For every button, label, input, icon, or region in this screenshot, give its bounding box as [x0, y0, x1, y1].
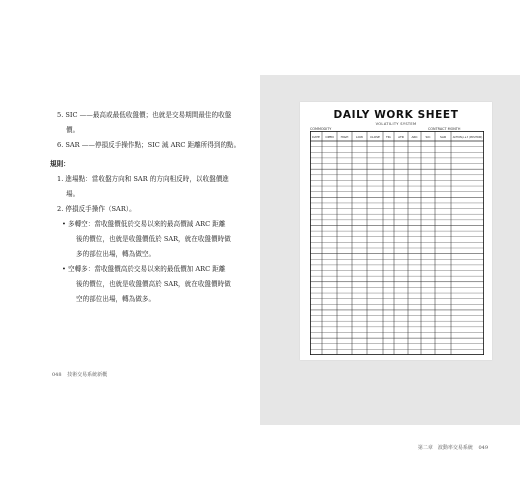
column-header: ATR: [398, 134, 404, 139]
column-header: CLOSE: [370, 134, 380, 139]
body-line: 場。: [66, 190, 80, 198]
right-footer: [418, 444, 492, 451]
column-header: OPEN: [325, 134, 334, 139]
right-page-number: 049: [478, 445, 488, 451]
worksheet-grid: [310, 131, 484, 355]
commodity-label: COMMODITY: [310, 126, 332, 131]
body-line: 1. 進場點：當收盤方向和 SAR 的方向相反時，以收盤價進: [57, 175, 229, 183]
column-header: TR₁: [385, 134, 392, 139]
column-header: SIC: [425, 134, 431, 139]
body-line: 多的部位出場，轉為做空。: [76, 250, 156, 258]
contract-month-label: CONTRACT MONTH: [428, 126, 461, 131]
sheet-title: DAILY WORK SHEET: [333, 109, 459, 121]
column-header: LOW: [356, 134, 363, 139]
body-line: 後的價位，也就是收盤價低於 SAR，就在收盤價時做: [76, 235, 231, 243]
body-line: • 空轉多：當收盤價高於交易以來的最低價加 ARC 距離: [62, 265, 226, 273]
column-header: ACTION p.s.f. (POSITION): [452, 135, 483, 139]
column-header: ARC: [411, 134, 418, 139]
sheet-subtitle: VOLATILITY SYSTEM: [375, 122, 417, 126]
left-footer: [48, 371, 107, 378]
body-line: 後的價位，也就是收盤價高於 SAR，就在收盤價時做: [76, 280, 231, 288]
body-line: 2. 停損反手操作（SAR）。: [57, 205, 136, 213]
right-chapter-title: 第二章 波動率交易系統: [417, 445, 473, 451]
body-line: 5. SIC ——最高或最低收盤價；也就是交易期間最佳的收盤: [57, 111, 232, 119]
left-page-number: 048: [52, 372, 62, 378]
column-header: SAR: [439, 134, 447, 139]
worksheet-grid-svg: [310, 131, 484, 355]
left-book-title: 技術交易系統新概: [67, 372, 108, 378]
body-line: • 多轉空：當收盤價低於交易以來的最高價減 ARC 距離: [62, 220, 226, 228]
column-header: DATE: [312, 134, 320, 139]
body-text: [50, 108, 250, 307]
column-header: HIGH: [340, 134, 349, 139]
body-line: 價。: [66, 126, 80, 134]
rules-heading: 規則：: [50, 160, 70, 168]
daily-work-sheet: [300, 102, 492, 360]
body-line: 空的部位出場，轉為做多。: [76, 295, 156, 303]
body-line: 6. SAR ——停損反手操作點；SIC 減 ARC 距離所得到的點。: [57, 141, 241, 149]
